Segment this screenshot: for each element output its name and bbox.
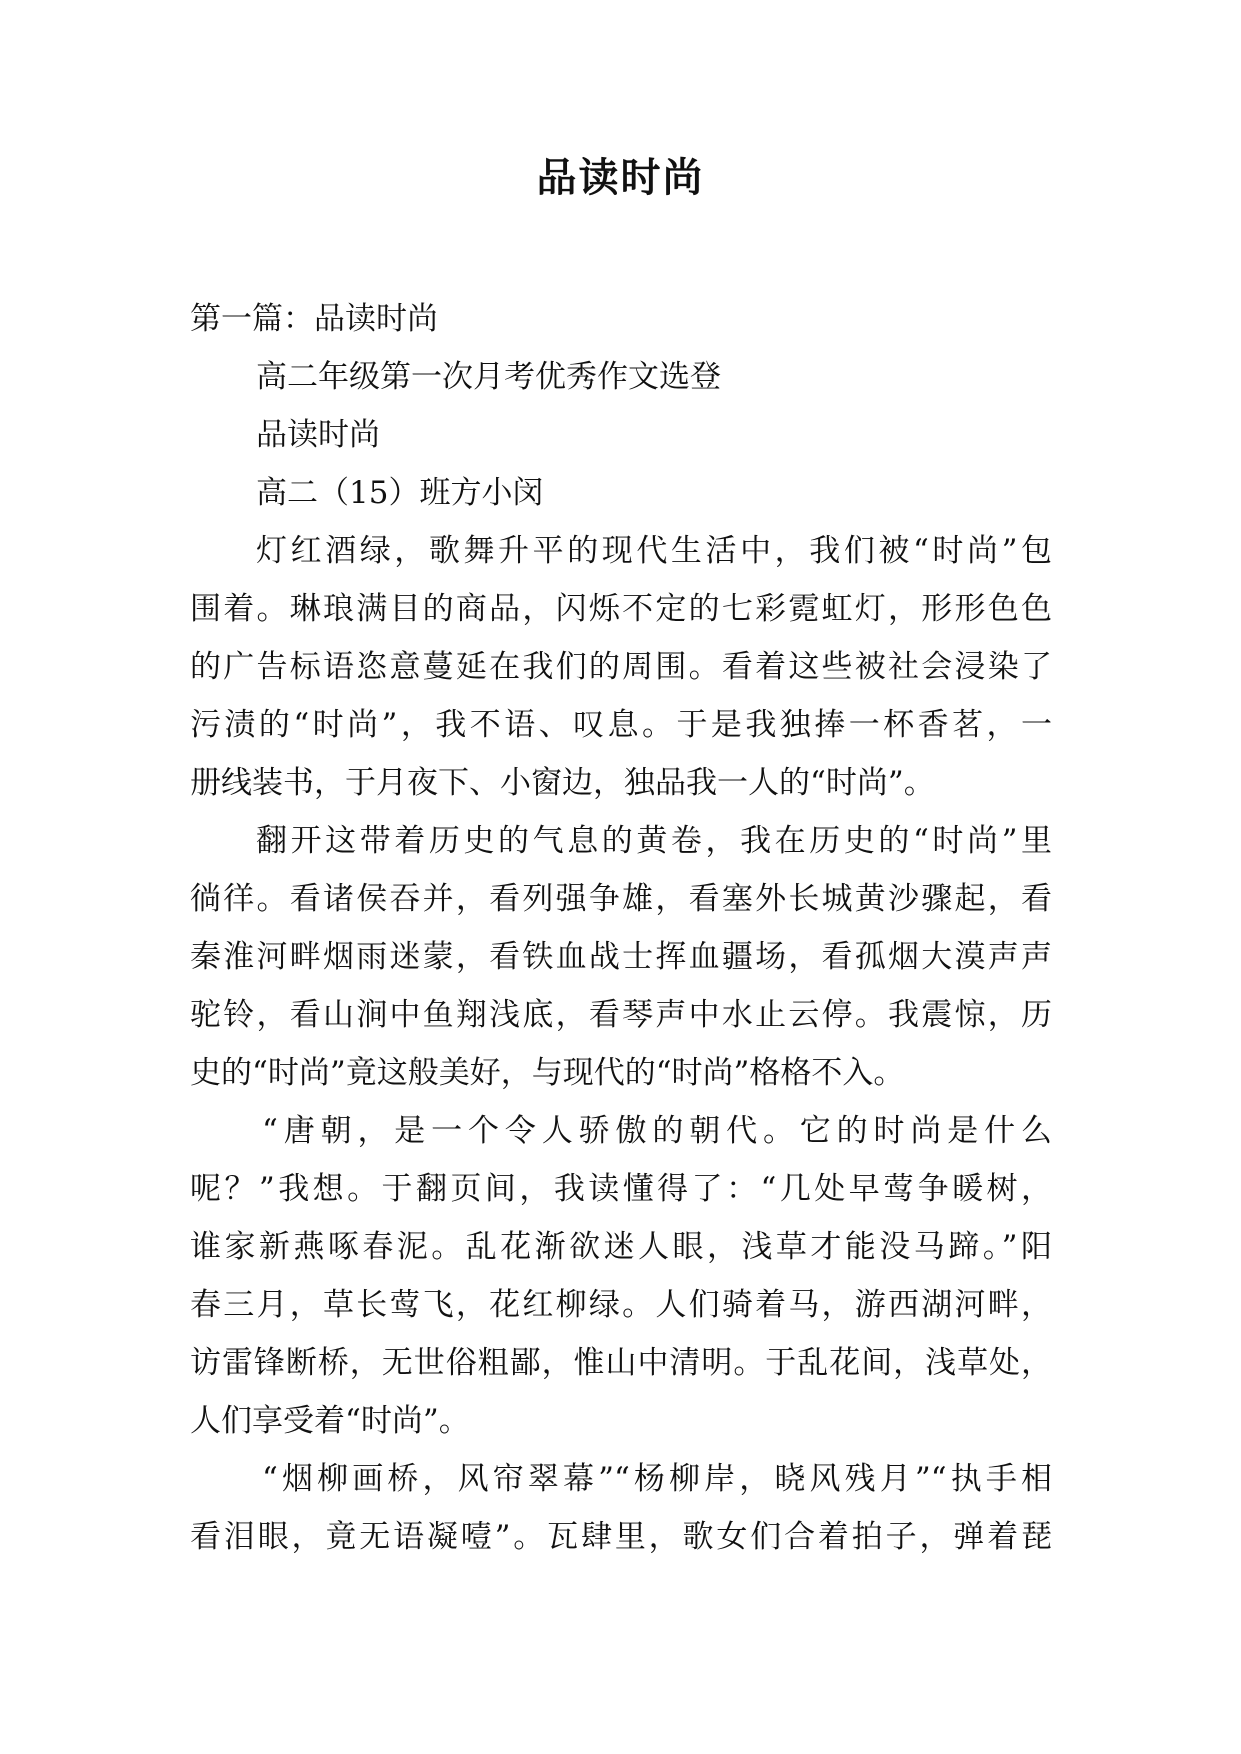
document-body <box>190 290 1052 1566</box>
paragraph-line: 呢？”我想。于翻页间，我读懂得了：“几处早莺争暖树， <box>190 1171 1052 1207</box>
paragraph-line: 秦淮河畔烟雨迷蒙，看铁血战士挥血疆场，看孤烟大漠声声 <box>190 939 1052 975</box>
paragraph-line: 驼铃，看山涧中鱼翔浅底，看琴声中水止云停。我震惊，历 <box>190 997 1052 1033</box>
paragraph-line: 污渍的“时尚”，我不语、叹息。于是我独捧一杯香茗，一 <box>190 707 1052 743</box>
paragraph-line: 春三月，草长莺飞，花红柳绿。人们骑着马，游西湖河畔， <box>190 1287 1052 1323</box>
paragraph-line: “烟柳画桥，风帘翠幕”“杨柳岸，晓风残月”“执手相 <box>262 1461 1052 1497</box>
paragraph-line: 人们享受着“时尚”。 <box>190 1403 470 1439</box>
paragraph-line: 册线装书，于月夜下、小窗边，独品我一人的“时尚”。 <box>190 765 935 801</box>
document-title: 品读时尚 <box>536 155 705 201</box>
paragraph-line: 看泪眼，竟无语凝噎”。瓦肆里，歌女们合着拍子，弹着琵 <box>190 1519 1052 1555</box>
paragraph-line: 史的“时尚”竟这般美好，与现代的“时尚”格格不入。 <box>190 1055 905 1091</box>
paragraph-line: 翻开这带着历史的气息的黄卷，我在历史的“时尚”里 <box>256 823 1052 859</box>
paragraph-line: 访雷锋断桥，无世俗粗鄙，惟山中清明。于乱花间，浅草处， <box>190 1345 1052 1381</box>
paragraph-line: 谁家新燕啄春泥。乱花渐欲迷人眼，浅草才能没马蹄。”阳 <box>190 1229 1052 1265</box>
subheading-line: 高二年级第一次月考优秀作文选登 <box>256 359 721 395</box>
section-heading: 第一篇：品读时尚 <box>190 301 438 337</box>
paragraph-line: 围着。琳琅满目的商品，闪烁不定的七彩霓虹灯，形形色色 <box>190 591 1052 627</box>
paragraph-line: 灯红酒绿，歌舞升平的现代生活中，我们被“时尚”包 <box>256 533 1052 569</box>
paragraph-line: 徜徉。看诸侯吞并，看列强争雄，看塞外长城黄沙骤起，看 <box>190 881 1052 917</box>
paragraph-line: “唐朝，是一个令人骄傲的朝代。它的时尚是什么 <box>262 1113 1052 1149</box>
essay-title-line: 品读时尚 <box>256 417 380 453</box>
paragraph-line: 的广告标语恣意蔓延在我们的周围。看着这些被社会浸染了 <box>190 649 1052 685</box>
author-line: 高二（15）班方小闵 <box>256 475 544 511</box>
